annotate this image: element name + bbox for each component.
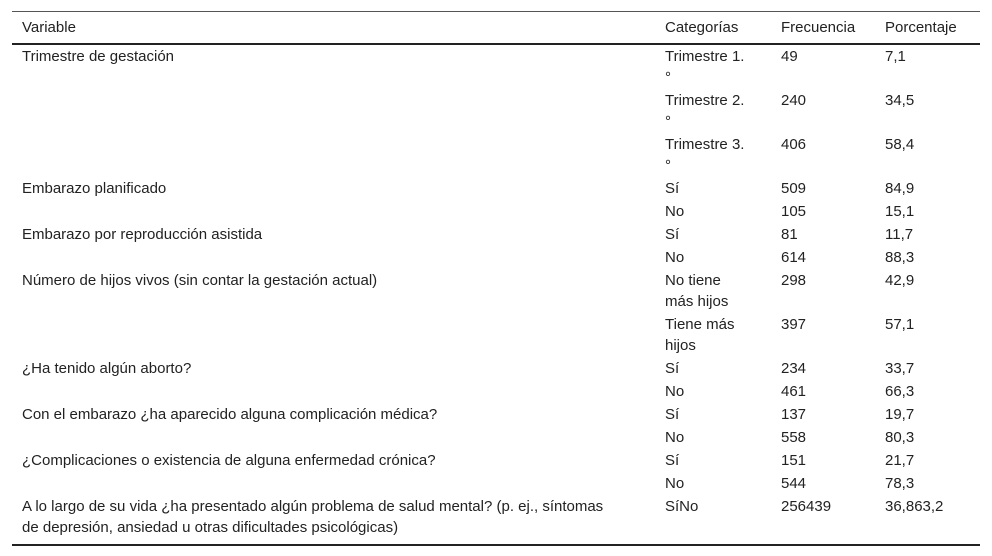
header-porcentaje: Porcentaje — [885, 19, 957, 36]
row-porcentaje: 84,9 — [885, 180, 915, 197]
row-categoria: SíNo — [665, 498, 699, 515]
row-porcentaje: 36,863,2 — [885, 498, 944, 515]
table-header-rule — [12, 43, 980, 45]
row-categoria: No — [665, 429, 685, 446]
table-bottom-rule — [12, 544, 980, 546]
row-porcentaje: 21,7 — [885, 452, 915, 469]
header-categorias: Categorías — [665, 19, 739, 36]
table-top-rule — [12, 11, 980, 12]
row-categoria: Trimestre 2.° — [665, 92, 745, 130]
row-categoria: Sí — [665, 452, 680, 469]
row-categoria: No tiene más hijos — [665, 272, 729, 310]
row-variable: Número de hijos vivos (sin contar la gestación actual) — [22, 272, 378, 289]
row-frecuencia: 234 — [781, 360, 807, 377]
row-porcentaje: 33,7 — [885, 360, 915, 377]
row-categoria: Sí — [665, 406, 680, 423]
row-porcentaje: 57,1 — [885, 316, 915, 333]
row-variable: Embarazo por reproducción asistida — [22, 226, 263, 243]
row-categoria: Sí — [665, 180, 680, 197]
row-frecuencia: 406 — [781, 136, 807, 153]
row-porcentaje: 7,1 — [885, 48, 906, 65]
row-frecuencia: 544 — [781, 475, 807, 492]
row-variable: Con el embarazo ¿ha aparecido alguna complicación médica? — [22, 406, 438, 423]
row-frecuencia: 81 — [781, 226, 798, 243]
row-variable: Embarazo planificado — [22, 180, 167, 197]
row-categoria: Trimestre 1.° — [665, 48, 745, 86]
row-porcentaje: 19,7 — [885, 406, 915, 423]
row-categoria: Trimestre 3.° — [665, 136, 745, 174]
row-variable: Trimestre de gestación — [22, 48, 175, 65]
row-categoria: No — [665, 383, 685, 400]
row-categoria: No — [665, 475, 685, 492]
row-frecuencia: 151 — [781, 452, 807, 469]
header-frecuencia: Frecuencia — [781, 19, 856, 36]
row-frecuencia: 397 — [781, 316, 807, 333]
header-variable: Variable — [22, 19, 76, 36]
row-frecuencia: 614 — [781, 249, 807, 266]
row-frecuencia: 461 — [781, 383, 807, 400]
row-categoria: Sí — [665, 360, 680, 377]
row-frecuencia: 240 — [781, 92, 807, 109]
row-categoria: Tiene más hijos — [665, 316, 735, 354]
row-frecuencia: 509 — [781, 180, 807, 197]
row-porcentaje: 15,1 — [885, 203, 915, 220]
row-porcentaje: 66,3 — [885, 383, 915, 400]
row-porcentaje: 11,7 — [885, 226, 914, 243]
row-porcentaje: 58,4 — [885, 136, 915, 153]
row-variable: A lo largo de su vida ¿ha presentado algún problema de salud mental? (p. ej., síntomas de depresión, ansiedad u otras dificultades psicológicas) — [22, 498, 604, 536]
row-categoria: No — [665, 249, 685, 266]
row-frecuencia: 298 — [781, 272, 807, 289]
row-frecuencia: 137 — [781, 406, 807, 423]
row-frecuencia: 256439 — [781, 498, 832, 515]
row-variable: ¿Ha tenido algún aborto? — [22, 360, 192, 377]
row-porcentaje: 88,3 — [885, 249, 915, 266]
row-porcentaje: 78,3 — [885, 475, 915, 492]
row-porcentaje: 80,3 — [885, 429, 915, 446]
row-frecuencia: 558 — [781, 429, 807, 446]
row-categoria: No — [665, 203, 685, 220]
row-variable: ¿Complicaciones o existencia de alguna enfermedad crónica? — [22, 452, 436, 469]
row-frecuencia: 49 — [781, 48, 798, 65]
row-porcentaje: 34,5 — [885, 92, 915, 109]
row-frecuencia: 105 — [781, 203, 807, 220]
row-porcentaje: 42,9 — [885, 272, 915, 289]
row-categoria: Sí — [665, 226, 680, 243]
